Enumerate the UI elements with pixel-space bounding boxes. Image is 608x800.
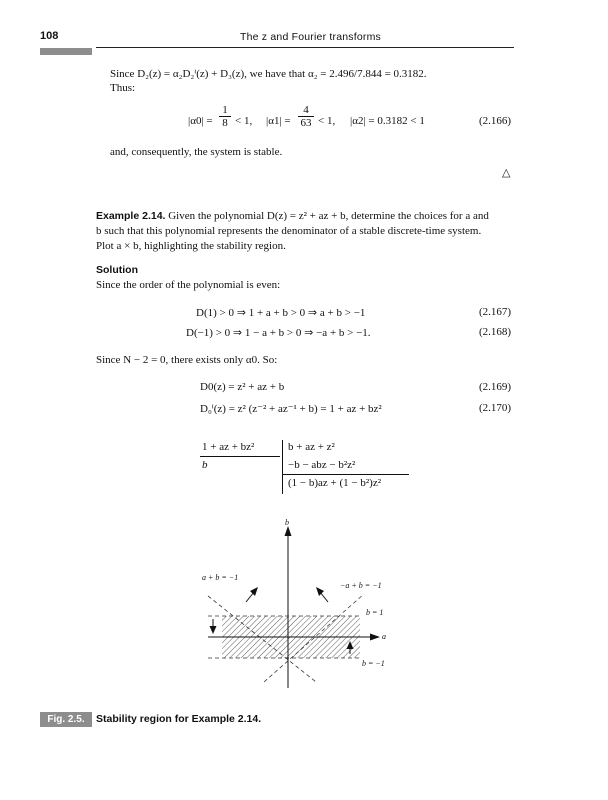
example-text-1: Given the polynomial D(z) = z² + az + b, determine the choices for a and <box>165 210 489 222</box>
eq-alpha1-den: 63 <box>300 117 312 129</box>
eq-alpha1-num: 4 <box>298 104 314 117</box>
eq-2170: D₀ⁱ(z) = z² (z⁻² + az⁻¹ + b) = 1 + az + bz² <box>200 403 382 415</box>
intro-line-2: Thus: <box>110 82 136 94</box>
example-line-1 <box>96 210 489 223</box>
eq-2167: D(1) > 0 ⇒ 1 + a + b > 0 ⇒ a + b > −1 <box>196 307 366 319</box>
division-right-rule <box>283 474 409 475</box>
example-line-2: b such that this polynomial represents the denominator of a stable discrete-time system. <box>96 225 482 237</box>
label-b-equals-minus-1: b = −1 <box>362 659 385 668</box>
division-left-rule <box>200 456 280 457</box>
eq-alpha1-fraction <box>298 104 314 129</box>
eq-2169: D0(z) = z² + az + b <box>200 381 285 393</box>
b-axis-arrow <box>285 526 292 536</box>
figure-caption: Stability region for Example 2.14. <box>96 713 262 725</box>
end-of-example-marker: △ <box>502 167 511 179</box>
eq-alpha0-den: 8 <box>222 117 228 129</box>
arrow-down-left-head <box>210 626 217 634</box>
solution-heading: Solution <box>96 264 138 276</box>
eq-number-2170: (2.170) <box>479 402 512 414</box>
division-right-1: b + az + z² <box>288 441 335 453</box>
arrow-a-plus-b-head <box>250 587 258 596</box>
eq-number-2169: (2.169) <box>479 381 512 393</box>
solution-intro: Since the order of the polynomial is even: <box>96 279 281 291</box>
division-left-top: 1 + az + bz² <box>202 441 255 453</box>
solution-line-n: Since N − 2 = 0, there exists only α0. So: <box>96 354 278 366</box>
eq-alpha0-num: 1 <box>219 104 231 117</box>
eq-alpha0-fraction <box>219 104 231 129</box>
division-left-bottom: b <box>202 459 208 471</box>
example-label: Example 2.14. <box>96 210 166 222</box>
arrow-minus-a-plus-b-head <box>316 587 324 596</box>
label-a-plus-b: a + b = −1 <box>202 573 239 582</box>
intro-line-1: Since D₂(z) = α₂D₂ⁱ(z) + D₃(z), we have that α₂ = 2.496/7.844 = 0.3182. <box>110 68 427 80</box>
stability-region-figure <box>196 516 416 696</box>
header-rule <box>96 47 514 48</box>
example-line-3: Plot a × b, highlighting the stability region. <box>96 240 286 252</box>
eq-number-2167: (2.167) <box>479 306 512 318</box>
a-axis-label: a <box>382 632 386 641</box>
eq-2168: D(−1) > 0 ⇒ 1 − a + b > 0 ⇒ −a + b > −1. <box>186 327 371 339</box>
figure-tag: Fig. 2.5. <box>40 712 92 727</box>
division-right-2: −b − abz − b²z² <box>288 459 356 471</box>
eq-alpha0-prefix: |α0| = <box>188 115 213 127</box>
label-minus-a-plus-b: −a + b = −1 <box>340 581 382 590</box>
eq-number-2166: (2.166) <box>479 115 512 127</box>
header-bar <box>40 48 92 55</box>
division-right-3: (1 − b)az + (1 − b²)z² <box>288 477 382 489</box>
eq-alpha2: |α2| = 0.3182 < 1 <box>350 115 425 127</box>
eq-alpha0-suffix: < 1, <box>235 115 253 127</box>
running-title: The z and Fourier transforms <box>240 31 381 43</box>
a-axis-arrow <box>370 634 380 641</box>
label-b-equals-1: b = 1 <box>366 608 384 617</box>
intro-conclusion: and, consequently, the system is stable. <box>110 146 283 158</box>
page-number: 108 <box>40 30 59 42</box>
eq-alpha1-suffix: < 1, <box>318 115 336 127</box>
division-vertical-rule <box>282 440 283 494</box>
b-axis-label: b <box>285 518 289 527</box>
eq-number-2168: (2.168) <box>479 326 512 338</box>
eq-alpha1-prefix: |α1| = <box>266 115 291 127</box>
